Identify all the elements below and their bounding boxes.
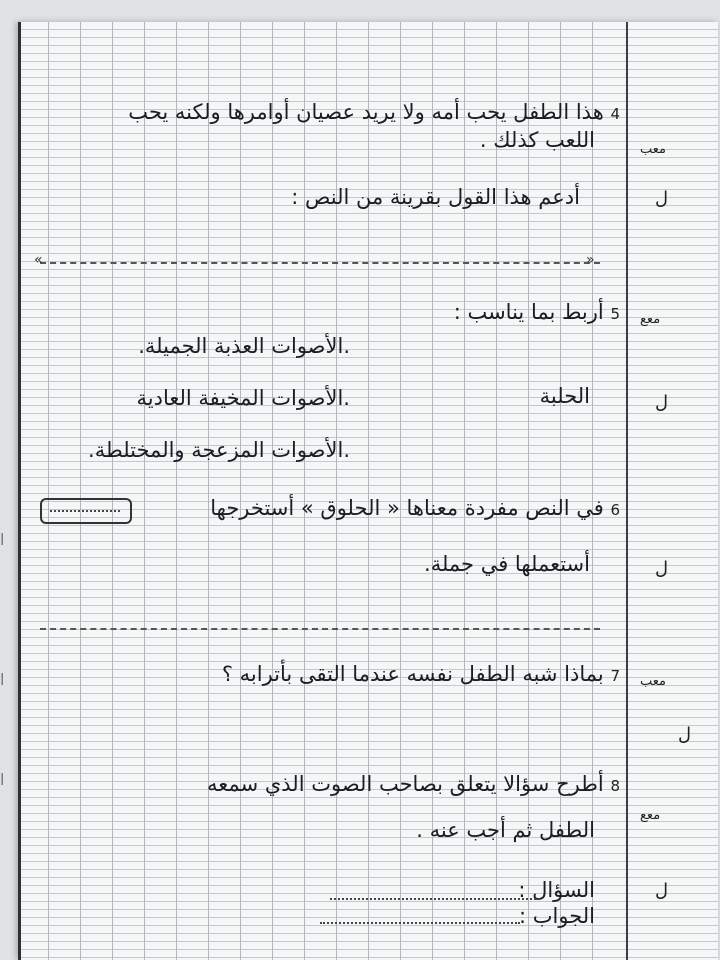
q4-text-line2: اللعب كذلك . bbox=[479, 128, 595, 152]
vertical-rule bbox=[368, 22, 369, 960]
q5-mark: ل bbox=[655, 392, 669, 413]
q7-grade: معب bbox=[640, 674, 666, 689]
q7-mark: ل bbox=[678, 724, 692, 745]
q6-answer-line bbox=[40, 628, 600, 630]
q7-text-line1: بماذا شبه الطفل نفسه عندما التقى بأترابه ؟ bbox=[221, 662, 604, 686]
vertical-rule bbox=[272, 22, 273, 960]
q4-number: 4 bbox=[610, 105, 620, 123]
vertical-rule bbox=[304, 22, 305, 960]
q5-item1: .الأصوات العذبة الجميلة. bbox=[138, 334, 350, 358]
adjacent-page-scrap: l bbox=[0, 670, 5, 689]
q4-mark: ل bbox=[655, 188, 669, 209]
q6-line1 bbox=[210, 496, 620, 520]
q8-answer-dots bbox=[320, 922, 520, 924]
page-binding-edge bbox=[18, 22, 21, 960]
q4-answer-line bbox=[40, 262, 600, 264]
q6-mark: ل bbox=[655, 558, 669, 579]
q8-question-dots bbox=[330, 898, 540, 900]
vertical-rule bbox=[240, 22, 241, 960]
adjacent-page-scrap: l bbox=[0, 530, 5, 549]
q6-text-line1: في النص مفردة معناها « الحلوق » أستخرجها bbox=[210, 496, 604, 520]
vertical-rule bbox=[336, 22, 337, 960]
q8-number: 8 bbox=[610, 777, 620, 795]
q8-text-line2: الطفل ثم أجب عنه . bbox=[416, 818, 595, 842]
vertical-rule bbox=[144, 22, 145, 960]
vertical-rule bbox=[400, 22, 401, 960]
q7-number: 7 bbox=[610, 667, 620, 685]
vertical-rule bbox=[112, 22, 113, 960]
q8-text-line1: أطرح سؤالا يتعلق بصاحب الصوت الذي سمعه bbox=[207, 772, 604, 796]
q8-answer-label: الجواب : bbox=[519, 904, 595, 928]
q4-grade: معب bbox=[640, 142, 666, 157]
q8-line1 bbox=[207, 772, 620, 796]
q6-text-line2: أستعملها في جملة. bbox=[424, 552, 590, 576]
q5-match-word: الحلبة bbox=[539, 384, 590, 408]
q4-line1 bbox=[128, 100, 620, 124]
vertical-rule bbox=[176, 22, 177, 960]
q8-mark: ل bbox=[655, 880, 669, 901]
q8-question-label: السؤال : bbox=[518, 878, 595, 902]
q7-line1 bbox=[222, 662, 620, 686]
notebook-page bbox=[18, 22, 718, 960]
q8-grade: معع bbox=[640, 808, 661, 823]
left-arrow-icon: « bbox=[34, 252, 43, 268]
q6-number: 6 bbox=[610, 501, 620, 519]
margin-line bbox=[626, 22, 628, 960]
q5-item3: .الأصوات المزعجة والمختلطة. bbox=[88, 438, 350, 462]
q5-item2: .الأصوات المخيفة العادية bbox=[136, 386, 350, 410]
vertical-rule bbox=[208, 22, 209, 960]
right-arrow-icon: » bbox=[586, 252, 595, 268]
adjacent-page-scrap: l bbox=[0, 770, 5, 789]
vertical-rule bbox=[80, 22, 81, 960]
q6-answer-dots bbox=[50, 510, 120, 512]
q4-text-line1: هذا الطفل يحب أمه ولا يريد عصيان أوامرها ولكنه يحب bbox=[128, 100, 604, 124]
q5-line1 bbox=[454, 300, 620, 324]
q5-number: 5 bbox=[610, 305, 620, 323]
q4-text-line3: أدعم هذا القول بقرينة من النص : bbox=[291, 185, 580, 209]
q5-grade: معع bbox=[640, 312, 661, 327]
vertical-rule bbox=[48, 22, 49, 960]
q5-instruction: أربط بما يناسب : bbox=[453, 300, 604, 324]
